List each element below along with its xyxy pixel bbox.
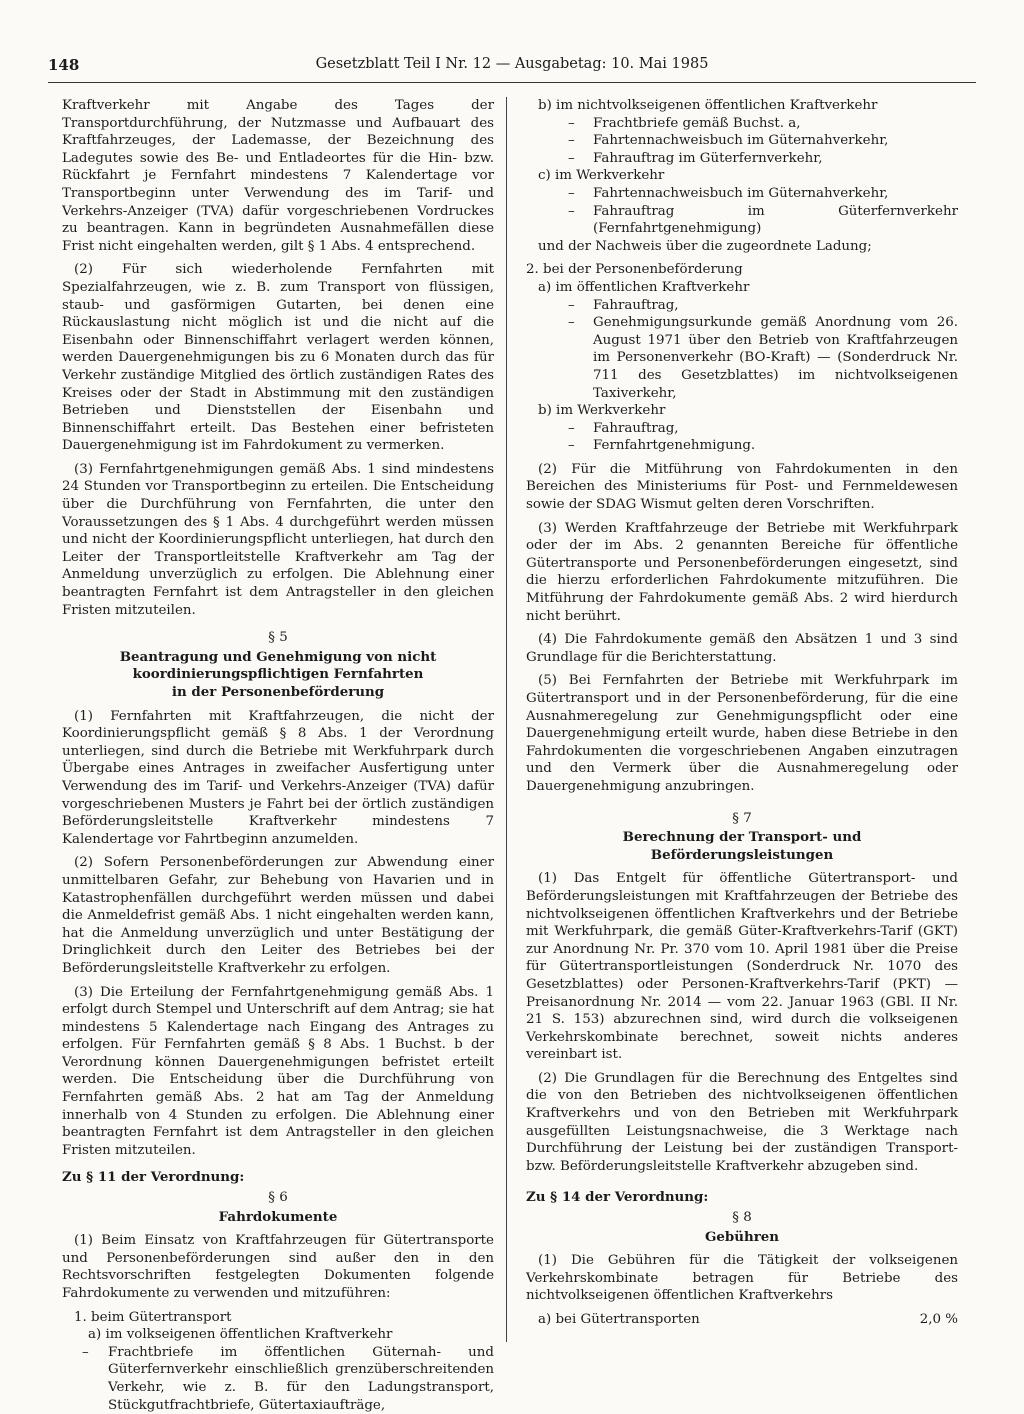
page-number: 148 [48, 56, 80, 74]
dash-item: – Fahrauftrag im Güterfernverkehr (Fernfahrtgenehmigung) [568, 203, 958, 237]
dash-item: – Fernfahrtgenehmigung. [526, 437, 958, 455]
dash-item-text: Fahrauftrag im Güterfernverkehr, [593, 150, 823, 166]
section-title-line: in der Personenbeförderung [171, 684, 385, 700]
page-header [48, 56, 976, 83]
section-title [526, 829, 958, 864]
list-item: b) im Werkverkehr [538, 403, 666, 419]
paragraph: (4) Die Fahrdokumente gemäß den Absätzen 1 und 3 sind Grundlage für die Berichterstattung. [526, 632, 958, 665]
dash-item-text: Fernfahrtgenehmigung. [593, 438, 756, 454]
regulation-reference: Zu § 14 der Verordnung: [526, 1189, 709, 1206]
dash-item: – Fahrtennachweisbuch im Güternahverkehr, [526, 132, 958, 150]
list-note: und der Nachweis über die zugeordnete Ladung; [538, 238, 872, 254]
section-title-line: koordinierungspflichtigen Fernfahrten [132, 666, 424, 683]
dash-item-text: Fahrauftrag, [593, 297, 679, 313]
dash-item: – Frachtbriefe im öffentlichen Güternah- und Güterfernverkehr einschließlich grenzüberschreitenden Verkehr, wie z. B. für den Ladungstransport, Stückgutfrachtbriefe, Gütertaxiaufträge, [82, 1344, 494, 1413]
dash-item: – Fahrauftrag, [526, 420, 958, 438]
section-number: § 6 [268, 1190, 288, 1206]
dash-item: – Fahrauftrag, [526, 297, 958, 315]
dash-item-text: Fahrtennachweisbuch im Güternahverkehr, [593, 185, 889, 201]
list-item: c) im Werkverkehr [538, 168, 665, 184]
paragraph: (1) Die Gebühren für die Tätigkeit der volkseigenen Verkehrskombinate betragen für Betriebe des nichtvolkseigenen öffentlichen Kraftverkehrs [526, 1253, 958, 1304]
dash-item-text: Frachtbriefe im öffentlichen Güternah- und Güterfernverkehr einschließlich grenzüberschreitenden Verkehr, wie z. B. für den Ladungstransport, Stückgutfrachtbriefe, Gütertaxiaufträge, [108, 1344, 494, 1413]
section-title: Gebühren [704, 1228, 780, 1245]
list-item: b) im nichtvolkseigenen öffentlichen Kraftverkehr [538, 98, 878, 113]
regulation-reference: Zu § 11 der Verordnung: [62, 1169, 245, 1186]
paragraph: (3) Werden Kraftfahrzeuge der Betriebe mit Werkfuhrpark oder der im Abs. 2 genannten Bereiche für öffentliche Gütertransporte und Personenbeförderungen eingesetzt, sind die hierzu erforderlichen Fahrdokumente mitzuführen. Die Mitführung der Fahrdokumente gemäß Abs. 2 wird hierdurch nicht berührt. [526, 520, 958, 624]
column-divider [506, 97, 507, 1342]
paragraph: (2) Für sich wiederholende Fernfahrten mit Spezialfahrzeugen, wie z. B. zum Transport von flüssigen, staub- und gasförmigen Gutarten, bei denen eine Rückauslastung nicht möglich ist und die nicht auf die Eisenbahn oder Binnenschiffahrt verlagert werden können, werden Dauergenehmigungen bis zu 6 Monaten durch das für Verkehr zuständige Mitglied des örtlich zuständigen Rates des Kreises oder der Stadt in Abstimmung mit den zuständigen Betrieben und Dienststellen der Eisenbahn und Binnenschiffahrt erteilt. Das Bestehen einer befristeten Dauergenehmigung ist im Fahrdokument zu vermerken. [62, 262, 494, 454]
dash-item-text: Fahrauftrag im Güterfernverkehr (Fernfahrtgenehmigung) [593, 203, 958, 237]
paragraph: Kraftverkehr mit Angabe des Tages der Transportdurchführung, der Nutzmasse und Aufbauart des Kraftfahrzeuges, der Lademasse, der Bezeichnung des Ladegutes sowie des Be- und Entladeortes für die Hin- bzw. Rückfahrt je Fernfahrt mindestens 7 Kalendertage vor Transportbeginn unter Verwendung des im Tarif- und Verkehrs-Anzeiger (TVA) dafür vorgeschriebenen Vordruckes zu beantragen. Kann in begründeten Ausnahmefällen diese Frist nicht eingehalten werden, gilt § 1 Abs. 4 entsprechend. [62, 98, 494, 254]
section-title [62, 649, 494, 702]
paragraph: (2) Sofern Personenbeförderungen zur Abwendung einer unmittelbaren Gefahr, zur Behebung von Havarien und in Katastrophenfällen durchgeführt werden müssen und dabei die Anmeldefrist gemäß Abs. 1 nicht eingehalten werden kann, hat die Anmeldung unverzüglich und unter Bestätigung der Dringlichkeit durch den Leiter des Betriebes bei der Beförderungsleitstelle Kraftverkehr zu erfolgen. [62, 855, 494, 976]
paragraph: (1) Fernfahrten mit Kraftfahrzeugen, die nicht der Koordinierungspflicht gemäß § 8 Abs. 1 der Verordnung unterliegen, sind durch die Betriebe mit Werkfuhrpark durch Übergabe eines Antrages in zweifacher Ausfertigung unter Verwendung des im Tarif- und Verkehrs-Anzeiger (TVA) dafür vorgeschriebenen Musters je Fahrt bei der örtlich zuständigen Beförderungsleitstelle Kraftverkehr mindestens 7 Kalendertage vor Fahrtbeginn anzumelden. [62, 708, 494, 847]
dash-item: – Fahrauftrag im Güterfernverkehr, [526, 150, 958, 168]
paragraph: (1) Beim Einsatz von Kraftfahrzeugen für Gütertransporte und Personenbeförderungen sind außer den in den Rechtsvorschriften festgelegten Dokumenten folgende Fahrdokumente zu verwenden und mitzuführen: [62, 1233, 494, 1301]
dash-item-text: Fahrtennachweisbuch im Güternahverkehr, [593, 133, 889, 149]
paragraph: (1) Das Entgelt für öffentliche Gütertransport- und Beförderungsleistungen mit Kraftfahrzeugen der Betriebe des nichtvolkseigenen öffentlichen Kraftverkehrs und der Betriebe mit Werkfuhrpark, die gemäß Güter-Kraftverkehrs-Tarif (GKT) zur Anordnung Nr. Pr. 370 vom 10. April 1981 über die Preise für Gütertransportleistungen (Sonderdruck Nr. 1070 des Gesetzblattes) oder Personen-Kraftverkehrs-Tarif (PKT) — Preisanordnung Nr. 2014 — vom 22. Januar 1963 (GBl. II Nr. 21 S. 153) abzurechnen sind, wird durch die volkseigenen Verkehrskombinate berechnet, soweit nichts anderes vereinbart ist. [526, 871, 958, 1063]
fee-label: a) bei Gütertransporten [538, 1312, 700, 1327]
list-item: 1. beim Gütertransport [74, 1309, 232, 1325]
section-number: § 8 [732, 1210, 752, 1226]
dash-item-text: Genehmigungsurkunde gemäß Anordnung vom 26. August 1971 über den Betrieb von Kraftfahrzeugen im Personenverkehr (BO-Kraft) — (Sonderdruck Nr. 711 des Gesetzblattes) im nichtvolkseigenen Taxiverkehr, [593, 315, 958, 401]
list-item: a) im öffentlichen Kraftverkehr [538, 279, 750, 295]
paragraph: (5) Bei Fernfahrten der Betriebe mit Werkfuhrpark im Gütertransport und in der Personenbeförderung, für die eine Ausnahmeregelung zur Genehmigungspflicht oder eine Dauergenehmigung erteilt wurde, haben diese Betriebe in den Fahrdokumenten die vorgeschriebenen Angaben einzutragen und den Vermerk über die Ausnahmeregelung oder Dauergenehmigung anzubringen. [526, 673, 958, 794]
section-number: § 7 [732, 810, 752, 826]
section-title-line: Beantragung und Genehmigung von nicht [119, 648, 437, 665]
left-column [62, 97, 494, 1414]
section-title-line: Berechnung der Transport- und [622, 829, 862, 846]
fee-value: 2,0 % [919, 1312, 958, 1327]
dash-item: – Frachtbriefe gemäß Buchst. a, [526, 115, 958, 133]
dash-item: – Genehmigungsurkunde gemäß Anordnung vom 26. August 1971 über den Betrieb von Kraftfahrzeugen im Personenverkehr (BO-Kraft) — (Sonderdruck Nr. 711 des Gesetzblattes) im nichtvolkseigenen Taxiverkehr, [568, 315, 958, 401]
dash-item: – Fahrtennachweisbuch im Güternahverkehr, [526, 185, 958, 203]
list-item: a) im volkseigenen öffentlichen Kraftverkehr [88, 1327, 393, 1343]
paragraph: (2) Die Grundlagen für die Berechnung des Entgeltes sind die von den Betrieben des nichtvolkseigenen öffentlichen Kraftverkehrs und von den Betrieben mit Werkfuhrpark ausgefüllten Leistungsnachweise, die 3 Werktage nach Durchführung der Leistung bei der zuständigen Transport- bzw. Beförderungsleitstelle Kraftverkehr abzugeben sind. [526, 1070, 958, 1174]
paragraph: (3) Fernfahrtgenehmigungen gemäß Abs. 1 sind mindestens 24 Stunden vor Transportbeginn zu erteilen. Die Entscheidung über die Durchführung von Fernfahrten, die unter den Voraussetzungen des § 1 Abs. 4 durchgeführt werden müssen und nicht der Koordinierungspflicht unterliegen, hat durch den Leiter der Transportleitstelle Kraftverkehr am Tag der Anmeldung unverzüglich zu erfolgen. Die Ablehnung einer beantragten Fernfahrt ist dem Antragsteller in den gleichen Fristen mitzuteilen. [62, 461, 494, 618]
section-number: § 5 [268, 630, 288, 646]
section-title: Fahrdokumente [218, 1208, 338, 1225]
right-column [526, 97, 958, 1329]
dash-item-text: Frachtbriefe gemäß Buchst. a, [593, 115, 801, 131]
list-item: 2. bei der Personenbeförderung [526, 262, 743, 278]
dash-item-text: Fahrauftrag, [593, 420, 679, 436]
paragraph: (3) Die Erteilung der Fernfahrtgenehmigung gemäß Abs. 1 erfolgt durch Stempel und Unterschrift auf dem Antrag; sie hat mindestens 5 Kalendertage nach Eingang des Antrages zu erfolgen. Für Fernfahrten gemäß § 8 Abs. 1 Buchst. b der Verordnung können Dauergenehmigungen befristet erteilt werden. Die Entscheidung über die Durchführung von Fernfahrten gemäß Abs. 2 hat am Tag der Anmeldung innerhalb von 4 Stunden zu erfolgen. Die Ablehnung einer beantragten Fernfahrt ist dem Antragsteller in den gleichen Fristen mitzuteilen. [62, 984, 494, 1158]
header-title: Gesetzblatt Teil I Nr. 12 — Ausgabetag: 10. Mai 1985 [315, 56, 709, 72]
section-title-line: Beförderungsleistungen [650, 846, 834, 863]
fee-row [526, 1311, 958, 1329]
paragraph: (2) Für die Mitführung von Fahrdokumenten in den Bereichen des Ministeriums für Post- und Fernmeldewesen sowie der SDAG Wismut gelten deren Vorschriften. [526, 461, 958, 513]
